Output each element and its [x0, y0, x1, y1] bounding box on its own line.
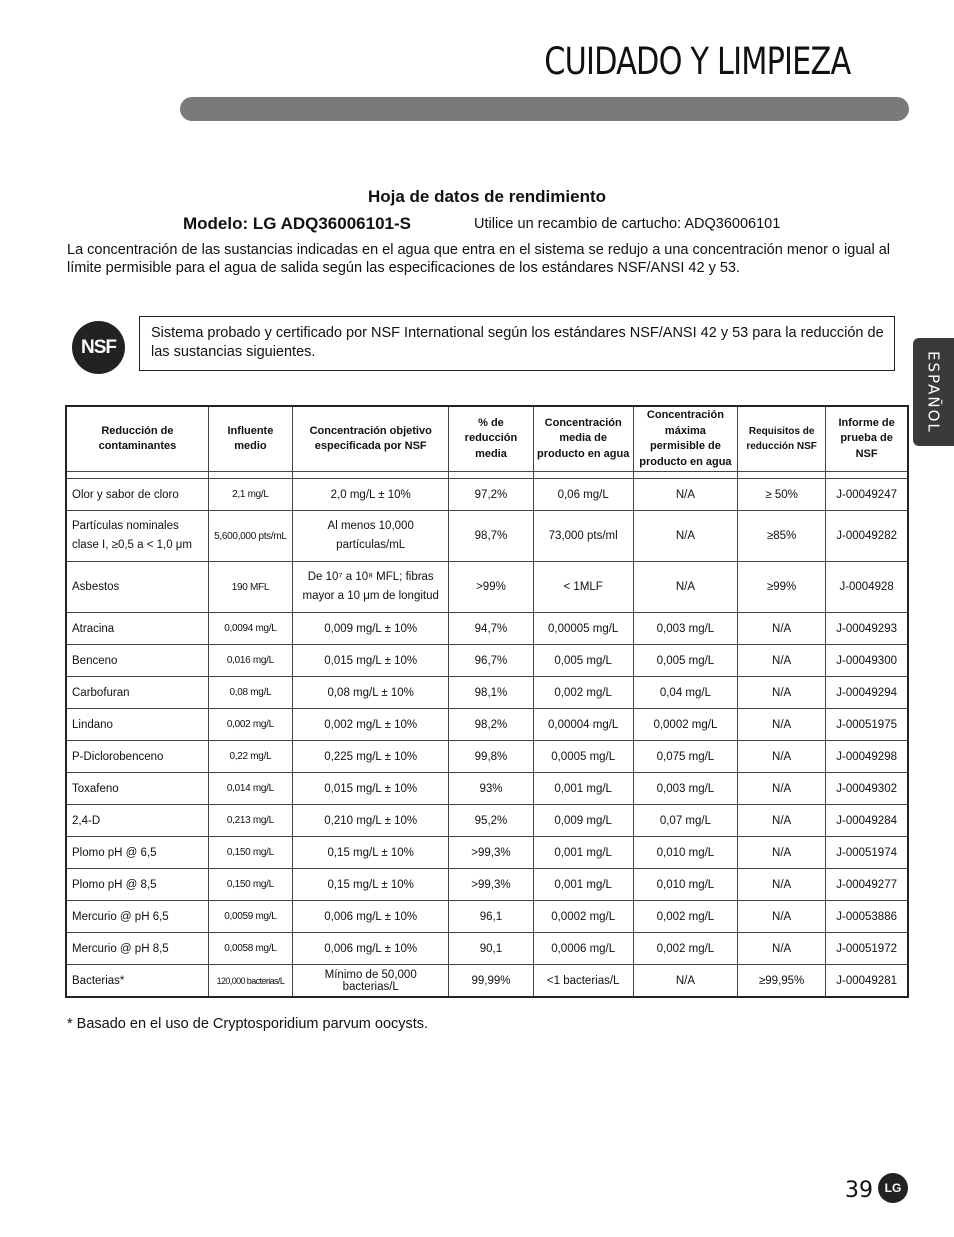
- table-cell-contaminant: Mercurio @ pH 6,5: [66, 901, 208, 933]
- table-cell: ≥99%: [738, 562, 826, 613]
- table-cell: 0,0006 mg/L: [533, 933, 633, 965]
- table-cell: 0,15 mg/L ± 10%: [293, 837, 449, 869]
- table-cell: 0,06 mg/L: [533, 479, 633, 511]
- table-row: [66, 901, 908, 933]
- table-cell: 0,001 mg/L: [533, 869, 633, 901]
- table-cell: 0,003 mg/L: [633, 613, 737, 645]
- table-cell: < 1MLF: [533, 562, 633, 613]
- table-cell: J-00049298: [826, 741, 908, 773]
- table-header-row: [66, 406, 908, 472]
- table-cell: 0,003 mg/L: [633, 773, 737, 805]
- table-cell: 93%: [449, 773, 533, 805]
- table-row: [66, 805, 908, 837]
- table-cell-contaminant: Plomo pH @ 6,5: [66, 837, 208, 869]
- table-cell: >99,3%: [449, 837, 533, 869]
- table-row: [66, 677, 908, 709]
- table-header-cell: Concentración objetivo especificada por NSF: [293, 406, 449, 472]
- table-cell: 0,0094 mg/L: [208, 613, 292, 645]
- table-spacer-cell: [633, 472, 737, 479]
- table-row: [66, 965, 908, 998]
- table-cell: N/A: [738, 869, 826, 901]
- table-cell: N/A: [738, 933, 826, 965]
- table-cell: N/A: [738, 805, 826, 837]
- table-cell: 0,010 mg/L: [633, 869, 737, 901]
- table-cell: 0,002 mg/L: [633, 901, 737, 933]
- title-bar: [180, 97, 909, 121]
- table-cell: >99%: [449, 562, 533, 613]
- table-cell: J-00049293: [826, 613, 908, 645]
- table-cell: 98,7%: [449, 511, 533, 562]
- table-cell: 95,2%: [449, 805, 533, 837]
- table-cell-contaminant: Lindano: [66, 709, 208, 741]
- table-cell: 0,08 mg/L: [208, 677, 292, 709]
- table-cell-contaminant: Carbofuran: [66, 677, 208, 709]
- table-cell: N/A: [738, 837, 826, 869]
- table-cell: 0,006 mg/L ± 10%: [293, 901, 449, 933]
- table-cell: 0,150 mg/L: [208, 869, 292, 901]
- table-cell: 0,015 mg/L ± 10%: [293, 645, 449, 677]
- table-cell: ≥ 50%: [738, 479, 826, 511]
- table-cell: 99,8%: [449, 741, 533, 773]
- table-spacer-cell: [66, 472, 208, 479]
- certification-box: [139, 316, 895, 371]
- table-spacer-cell: [826, 472, 908, 479]
- table-body: [66, 472, 908, 998]
- table-row: [66, 645, 908, 677]
- table-cell: 0,22 mg/L: [208, 741, 292, 773]
- table-cell: 94,7%: [449, 613, 533, 645]
- table-cell: N/A: [738, 613, 826, 645]
- table-cell: 0,0059 mg/L: [208, 901, 292, 933]
- table-header-cell: Requisitos de reducción NSF: [738, 406, 826, 472]
- table-row: [66, 837, 908, 869]
- table-cell-contaminant: 2,4-D: [66, 805, 208, 837]
- table-cell: 0,08 mg/L ± 10%: [293, 677, 449, 709]
- table-cell: Mínimo de 50,000 bacterias/L: [293, 965, 449, 998]
- table-cell: 0,0005 mg/L: [533, 741, 633, 773]
- table-spacer-cell: [293, 472, 449, 479]
- table-cell: <1 bacterias/L: [533, 965, 633, 998]
- table-cell: Al menos 10,000 partículas/mL: [293, 511, 449, 562]
- table-row: [66, 479, 908, 511]
- table-cell: 0,0002 mg/L: [533, 901, 633, 933]
- table-row: [66, 741, 908, 773]
- table-header-cell: % de reducción media: [449, 406, 533, 472]
- table-cell: 2,1 mg/L: [208, 479, 292, 511]
- table-cell-contaminant: Plomo pH @ 8,5: [66, 869, 208, 901]
- table-spacer-cell: [449, 472, 533, 479]
- table-cell: >99,3%: [449, 869, 533, 901]
- table-cell: N/A: [738, 741, 826, 773]
- table-cell: 0,075 mg/L: [633, 741, 737, 773]
- table-header-cell: Reducción de contaminantes: [66, 406, 208, 472]
- table-cell: 90,1: [449, 933, 533, 965]
- table-cell-contaminant: Bacterias*: [66, 965, 208, 998]
- table-cell: N/A: [633, 562, 737, 613]
- table-cell: 0,001 mg/L: [533, 773, 633, 805]
- table-cell: J-00049284: [826, 805, 908, 837]
- table-cell: 0,213 mg/L: [208, 805, 292, 837]
- table-cell: N/A: [738, 645, 826, 677]
- table-header-cell: Informe de prueba de NSF: [826, 406, 908, 472]
- table-cell: 97,2%: [449, 479, 533, 511]
- table-cell-contaminant: Mercurio @ pH 8,5: [66, 933, 208, 965]
- page-title: CUIDADO Y LIMPIEZA: [543, 40, 850, 83]
- table-cell: N/A: [738, 677, 826, 709]
- table-cell: J-00049282: [826, 511, 908, 562]
- table-cell: 0,006 mg/L ± 10%: [293, 933, 449, 965]
- table-spacer-cell: [208, 472, 292, 479]
- table-cell: N/A: [633, 965, 737, 998]
- table-cell: 0,210 mg/L ± 10%: [293, 805, 449, 837]
- table-cell: J-00049300: [826, 645, 908, 677]
- table-cell: 98,2%: [449, 709, 533, 741]
- table-cell: N/A: [738, 709, 826, 741]
- table-cell: 0,002 mg/L ± 10%: [293, 709, 449, 741]
- table-cell: 73,000 pts/ml: [533, 511, 633, 562]
- table-cell: N/A: [738, 901, 826, 933]
- certification-text: Sistema probado y certificado por NSF International según los estándares NSF/ANSI 42 y 53 para la reducción de las sustancias siguientes.: [151, 325, 884, 360]
- table-row: [66, 933, 908, 965]
- table-cell: 0,002 mg/L: [633, 933, 737, 965]
- table-cell: 190 MFL: [208, 562, 292, 613]
- table-cell: 0,005 mg/L: [533, 645, 633, 677]
- table-cell: N/A: [633, 479, 737, 511]
- table-cell: J-00049277: [826, 869, 908, 901]
- table-row: [66, 613, 908, 645]
- nsf-logo-text: NSF: [81, 336, 116, 358]
- table-cell: 120,000 bacterias/L: [208, 965, 292, 998]
- table-cell-contaminant: Partículas nominales clase I, ≥0,5 a < 1,0 μm: [66, 511, 208, 562]
- table-cell: 0,016 mg/L: [208, 645, 292, 677]
- table-cell: 0,00005 mg/L: [533, 613, 633, 645]
- table-cell: J-00049281: [826, 965, 908, 998]
- table-cell: 0,005 mg/L: [633, 645, 737, 677]
- table-cell: 98,1%: [449, 677, 533, 709]
- table-cell: N/A: [633, 511, 737, 562]
- sheet-title: Hoja de datos de rendimiento: [367, 187, 607, 206]
- model-label: Modelo: LG ADQ36006101-S: [183, 214, 411, 233]
- table-cell: J-00051975: [826, 709, 908, 741]
- performance-table: [65, 405, 909, 998]
- table-cell-contaminant: Asbestos: [66, 562, 208, 613]
- table-cell: 0,0058 mg/L: [208, 933, 292, 965]
- language-tab: [913, 338, 954, 446]
- lg-logo-text: LG: [884, 1181, 902, 1195]
- table-cell: 0,002 mg/L: [208, 709, 292, 741]
- table-cell-contaminant: Benceno: [66, 645, 208, 677]
- table-cell: N/A: [738, 773, 826, 805]
- table-cell-contaminant: Toxafeno: [66, 773, 208, 805]
- table-cell: J-0004928: [826, 562, 908, 613]
- table-cell: 0,15 mg/L ± 10%: [293, 869, 449, 901]
- table-cell-contaminant: P-Diclorobenceno: [66, 741, 208, 773]
- replacement-cartridge-text: Utilice un recambio de cartucho: ADQ36006101: [474, 216, 781, 232]
- table-cell: J-00053886: [826, 901, 908, 933]
- table-cell: ≥99,95%: [738, 965, 826, 998]
- table-header-cell: Concentración media de producto en agua: [533, 406, 633, 472]
- table-cell: 0,014 mg/L: [208, 773, 292, 805]
- table-cell: De 10⁷ a 10⁸ MFL; fibras mayor a 10 μm de longitud: [293, 562, 449, 613]
- table-header-cell: Influente medio: [208, 406, 292, 472]
- table-cell: J-00051972: [826, 933, 908, 965]
- footnote: * Basado en el uso de Cryptosporidium parvum oocysts.: [67, 1016, 429, 1032]
- lg-logo-icon: [878, 1173, 908, 1203]
- table-cell: 5,600,000 pts/mL: [208, 511, 292, 562]
- table-cell: 0,010 mg/L: [633, 837, 737, 869]
- table-row: [66, 562, 908, 613]
- table-cell: 0,07 mg/L: [633, 805, 737, 837]
- nsf-logo-icon: [72, 321, 125, 374]
- table-cell: 0,001 mg/L: [533, 837, 633, 869]
- intro-paragraph: La concentración de las sustancias indicadas en el agua que entra en el sistema se redujo a una concentración menor o igual al límite permisible para el agua de salida según las especificaciones de los estándares NSF/ANSI 42 y 53.: [67, 242, 890, 276]
- table-cell: 0,0002 mg/L: [633, 709, 737, 741]
- table-cell: 0,002 mg/L: [533, 677, 633, 709]
- table-cell: 0,225 mg/L ± 10%: [293, 741, 449, 773]
- table-spacer-cell: [738, 472, 826, 479]
- table-row: [66, 869, 908, 901]
- table-cell-contaminant: Atracina: [66, 613, 208, 645]
- table-spacer-row: [66, 472, 908, 479]
- table-cell: J-00049247: [826, 479, 908, 511]
- table-spacer-cell: [533, 472, 633, 479]
- table-cell: J-00051974: [826, 837, 908, 869]
- page-number: 39: [845, 1178, 873, 1203]
- table-header-cell: Concentración máxima permisible de producto en agua: [633, 406, 737, 472]
- table-cell: 0,015 mg/L ± 10%: [293, 773, 449, 805]
- table-row: [66, 511, 908, 562]
- table-row: [66, 773, 908, 805]
- table-cell: 0,009 mg/L ± 10%: [293, 613, 449, 645]
- table-cell: ≥85%: [738, 511, 826, 562]
- language-tab-label: ESPAÑOL: [924, 350, 943, 434]
- table-cell-contaminant: Olor y sabor de cloro: [66, 479, 208, 511]
- table-cell: 0,00004 mg/L: [533, 709, 633, 741]
- table-cell: 2,0 mg/L ± 10%: [293, 479, 449, 511]
- table-cell: 99,99%: [449, 965, 533, 998]
- table-cell: J-00049294: [826, 677, 908, 709]
- table-cell: 0,04 mg/L: [633, 677, 737, 709]
- table-cell: 0,150 mg/L: [208, 837, 292, 869]
- table-cell: 96,1: [449, 901, 533, 933]
- table-row: [66, 709, 908, 741]
- table-cell: 0,009 mg/L: [533, 805, 633, 837]
- table-cell: 96,7%: [449, 645, 533, 677]
- table-cell: J-00049302: [826, 773, 908, 805]
